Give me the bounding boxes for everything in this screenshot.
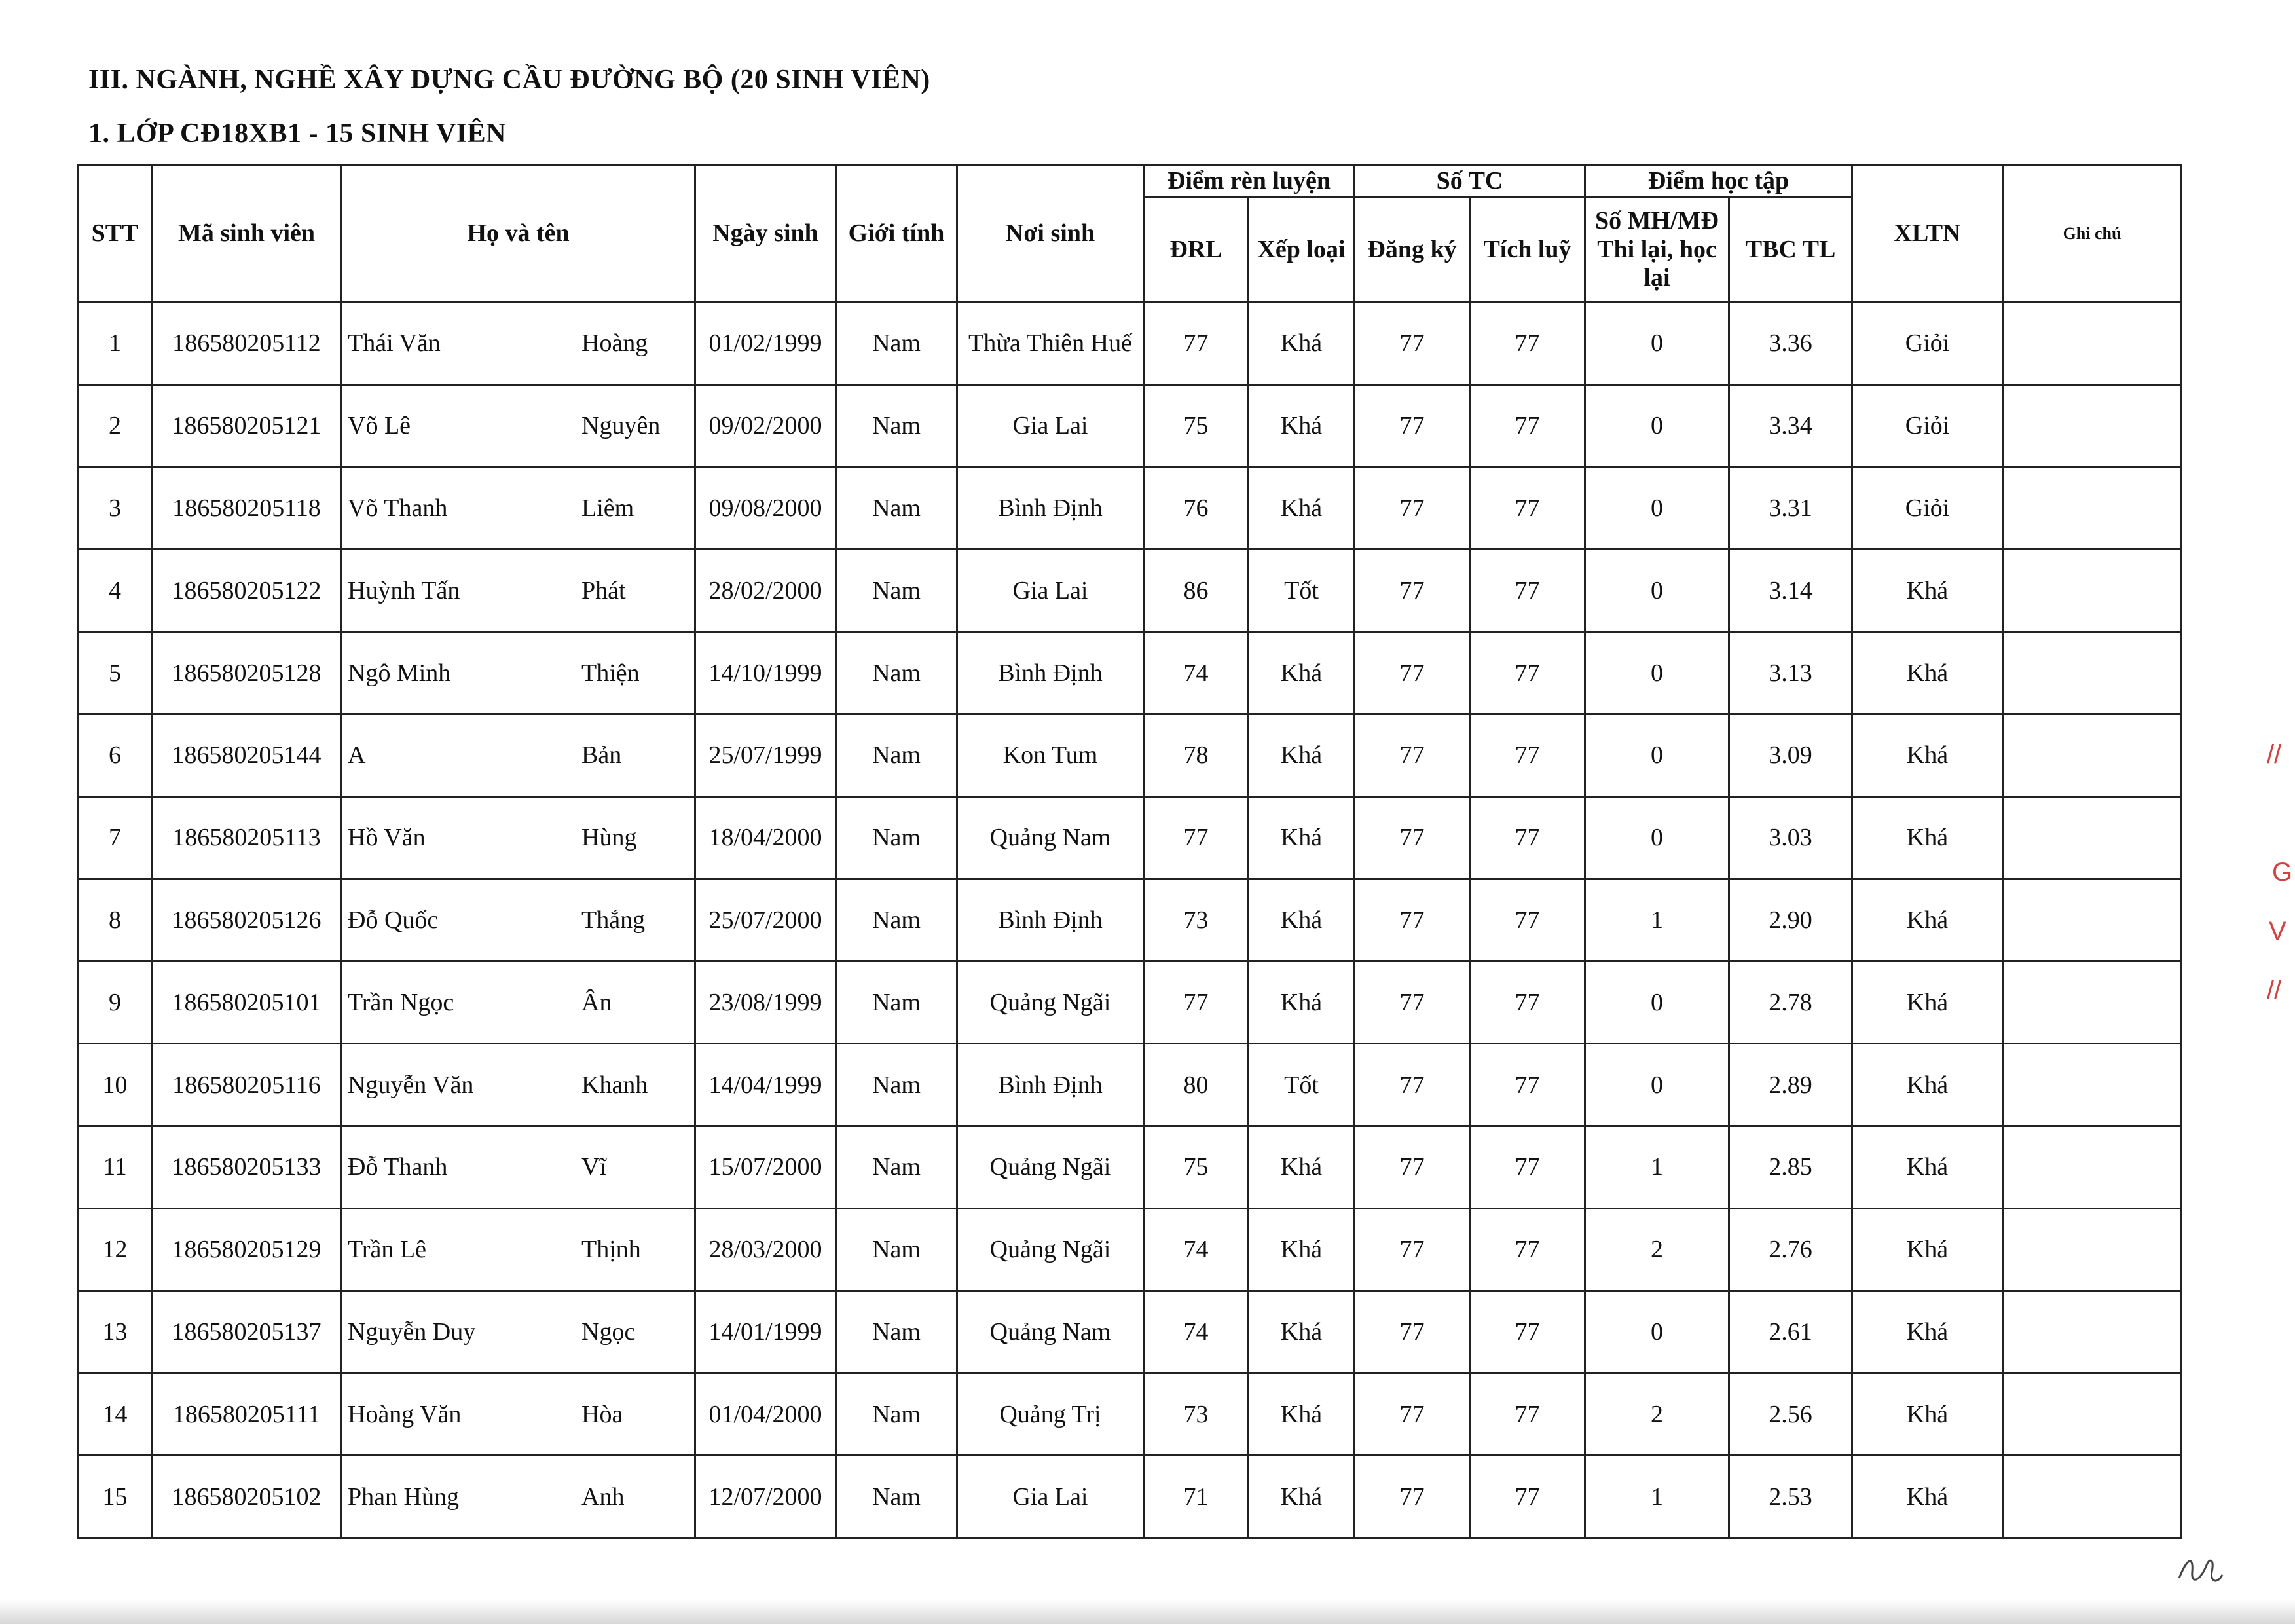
note-cell: [2003, 1044, 2182, 1126]
birthplace-cell: Thừa Thiên Huế: [957, 303, 1144, 385]
student-id-cell: 186580205101: [152, 961, 342, 1044]
gpa-cell: 3.13: [1729, 632, 1852, 714]
note-cell: [2003, 549, 2182, 632]
gender-cell: Nam: [836, 303, 957, 385]
gpa-cell: 3.14: [1729, 549, 1852, 632]
birthplace-cell: Gia Lai: [957, 384, 1144, 467]
conduct-rank-cell: Khá: [1249, 384, 1355, 467]
gpa-cell: 3.03: [1729, 796, 1852, 879]
header-conduct-group: Điểm rèn luyện: [1144, 165, 1355, 198]
grad-rank-cell: Khá: [1852, 1044, 2003, 1126]
stt-cell: 1: [79, 303, 152, 385]
drl-cell: 77: [1144, 961, 1249, 1044]
note-cell: [2003, 1373, 2182, 1456]
stt-cell: 9: [79, 961, 152, 1044]
header-credits-group: Số TC: [1355, 165, 1585, 198]
student-id-cell: 186580205113: [152, 796, 342, 879]
drl-cell: 78: [1144, 714, 1249, 796]
given-name-text: Hùng: [581, 824, 637, 852]
grad-rank-cell: Khá: [1852, 1291, 2003, 1373]
gpa-cell: 2.90: [1729, 879, 1852, 961]
student-results-table: [77, 164, 2182, 1539]
table-header: [79, 165, 2182, 303]
header-notes: Ghi chú: [2003, 165, 2182, 303]
registered-credits-cell: 77: [1355, 1373, 1470, 1456]
note-cell: [2003, 879, 2182, 961]
margin-stamp-fragment: //: [2267, 740, 2282, 769]
stt-cell: 3: [79, 467, 152, 549]
surname-text: Võ Lê: [348, 412, 411, 440]
surname-text: Võ Thanh: [348, 494, 448, 522]
surname-text: Đỗ Quốc: [348, 906, 439, 934]
gpa-cell: 2.53: [1729, 1456, 1852, 1538]
gender-cell: Nam: [836, 467, 957, 549]
table-row: [79, 1291, 2182, 1373]
birthplace-cell: Bình Định: [957, 467, 1144, 549]
drl-cell: 74: [1144, 1208, 1249, 1291]
registered-credits-cell: 77: [1355, 1208, 1470, 1291]
gender-cell: Nam: [836, 714, 957, 796]
accumulated-credits-cell: 77: [1470, 632, 1585, 714]
table-row: [79, 796, 2182, 879]
birthplace-cell: Quảng Ngãi: [957, 1126, 1144, 1208]
full-name-cell: [342, 796, 695, 879]
full-name-cell: [342, 549, 695, 632]
retake-count-cell: 1: [1585, 879, 1729, 961]
full-name-cell: [342, 1208, 695, 1291]
grad-rank-cell: Khá: [1852, 796, 2003, 879]
header-conduct-rank: Xếp loại: [1249, 198, 1355, 303]
birthplace-cell: Gia Lai: [957, 549, 1144, 632]
birthplace-cell: Quảng Ngãi: [957, 1208, 1144, 1291]
accumulated-credits-cell: 77: [1470, 384, 1585, 467]
full-name-cell: [342, 303, 695, 385]
gender-cell: Nam: [836, 1291, 957, 1373]
given-name-text: Ân: [581, 988, 612, 1016]
dob-cell: 28/02/2000: [695, 549, 836, 632]
retake-count-cell: 2: [1585, 1208, 1729, 1291]
grad-rank-cell: Khá: [1852, 549, 2003, 632]
surname-text: Trần Lê: [348, 1236, 426, 1264]
table-row: [79, 1373, 2182, 1456]
drl-cell: 86: [1144, 549, 1249, 632]
table-row: [79, 1456, 2182, 1538]
accumulated-credits-cell: 77: [1470, 1456, 1585, 1538]
registered-credits-cell: 77: [1355, 961, 1470, 1044]
birthplace-cell: Quảng Trị: [957, 1373, 1144, 1456]
birthplace-cell: Bình Định: [957, 632, 1144, 714]
note-cell: [2003, 467, 2182, 549]
drl-cell: 73: [1144, 1373, 1249, 1456]
gpa-cell: 2.76: [1729, 1208, 1852, 1291]
given-name-text: Thắng: [581, 906, 646, 934]
birthplace-cell: Quảng Ngãi: [957, 961, 1144, 1044]
surname-text: Đỗ Thanh: [348, 1153, 448, 1181]
header-retake: Số MH/MĐ Thi lại, học lại: [1585, 198, 1729, 303]
header-gender: Giới tính: [836, 165, 957, 303]
margin-stamp-fragment: V: [2269, 917, 2286, 946]
header-accumulated: Tích luỹ: [1470, 198, 1585, 303]
surname-text: Nguyễn Văn: [348, 1071, 474, 1099]
registered-credits-cell: 77: [1355, 1044, 1470, 1126]
given-name-text: Thịnh: [581, 1236, 641, 1264]
gender-cell: Nam: [836, 961, 957, 1044]
registered-credits-cell: 77: [1355, 303, 1470, 385]
full-name-cell: [342, 467, 695, 549]
surname-text: Huỳnh Tấn: [348, 576, 460, 604]
drl-cell: 76: [1144, 467, 1249, 549]
full-name-cell: [342, 879, 695, 961]
conduct-rank-cell: Khá: [1249, 303, 1355, 385]
gender-cell: Nam: [836, 632, 957, 714]
retake-count-cell: 0: [1585, 549, 1729, 632]
stt-cell: 10: [79, 1044, 152, 1126]
note-cell: [2003, 961, 2182, 1044]
note-cell: [2003, 303, 2182, 385]
registered-credits-cell: 77: [1355, 467, 1470, 549]
gender-cell: Nam: [836, 796, 957, 879]
surname-text: Ngô Minh: [348, 659, 451, 687]
table-row: [79, 632, 2182, 714]
dob-cell: 09/08/2000: [695, 467, 836, 549]
conduct-rank-cell: Tốt: [1249, 1044, 1355, 1126]
stt-cell: 4: [79, 549, 152, 632]
full-name-cell: [342, 632, 695, 714]
accumulated-credits-cell: 77: [1470, 1126, 1585, 1208]
given-name-text: Phát: [581, 576, 626, 604]
stt-cell: 5: [79, 632, 152, 714]
header-study-group: Điểm học tập: [1585, 165, 1852, 198]
full-name-cell: [342, 1044, 695, 1126]
header-grad-rank: XLTN: [1852, 165, 2003, 303]
header-drl: ĐRL: [1144, 198, 1249, 303]
accumulated-credits-cell: 77: [1470, 1373, 1585, 1456]
stt-cell: 8: [79, 879, 152, 961]
table-row: [79, 549, 2182, 632]
grad-rank-cell: Khá: [1852, 1373, 2003, 1456]
stt-cell: 12: [79, 1208, 152, 1291]
header-birthplace: Nơi sinh: [957, 165, 1144, 303]
retake-count-cell: 0: [1585, 714, 1729, 796]
given-name-text: Anh: [581, 1483, 625, 1511]
gpa-cell: 3.36: [1729, 303, 1852, 385]
student-id-cell: 186580205102: [152, 1456, 342, 1538]
accumulated-credits-cell: 77: [1470, 467, 1585, 549]
note-cell: [2003, 1126, 2182, 1208]
student-id-cell: 186580205126: [152, 879, 342, 961]
birthplace-cell: Bình Định: [957, 879, 1144, 961]
margin-stamp-fragment: G: [2272, 858, 2293, 887]
conduct-rank-cell: Khá: [1249, 1456, 1355, 1538]
full-name-cell: [342, 714, 695, 796]
note-cell: [2003, 714, 2182, 796]
conduct-rank-cell: Khá: [1249, 1126, 1355, 1208]
birthplace-cell: Quảng Nam: [957, 1291, 1144, 1373]
stt-cell: 7: [79, 796, 152, 879]
retake-count-cell: 0: [1585, 632, 1729, 714]
retake-count-cell: 0: [1585, 1044, 1729, 1126]
surname-text: Hồ Văn: [348, 824, 426, 852]
dob-cell: 18/04/2000: [695, 796, 836, 879]
retake-count-cell: 0: [1585, 303, 1729, 385]
conduct-rank-cell: Khá: [1249, 632, 1355, 714]
accumulated-credits-cell: 77: [1470, 1044, 1585, 1126]
note-cell: [2003, 1208, 2182, 1291]
registered-credits-cell: 77: [1355, 1126, 1470, 1208]
accumulated-credits-cell: 77: [1470, 961, 1585, 1044]
stt-cell: 2: [79, 384, 152, 467]
surname-text: Phan Hùng: [348, 1483, 459, 1511]
note-cell: [2003, 1456, 2182, 1538]
conduct-rank-cell: Khá: [1249, 961, 1355, 1044]
dob-cell: 12/07/2000: [695, 1456, 836, 1538]
table-row: [79, 384, 2182, 467]
surname-text: Nguyễn Duy: [348, 1318, 476, 1346]
grad-rank-cell: Giỏi: [1852, 467, 2003, 549]
note-cell: [2003, 384, 2182, 467]
dob-cell: 01/02/1999: [695, 303, 836, 385]
retake-count-cell: 0: [1585, 467, 1729, 549]
table-row: [79, 467, 2182, 549]
dob-cell: 14/10/1999: [695, 632, 836, 714]
stt-cell: 14: [79, 1373, 152, 1456]
dob-cell: 14/04/1999: [695, 1044, 836, 1126]
conduct-rank-cell: Khá: [1249, 714, 1355, 796]
retake-count-cell: 1: [1585, 1126, 1729, 1208]
conduct-rank-cell: Khá: [1249, 796, 1355, 879]
full-name-cell: [342, 1126, 695, 1208]
drl-cell: 71: [1144, 1456, 1249, 1538]
birthplace-cell: Gia Lai: [957, 1456, 1144, 1538]
header-gpa: TBC TL: [1729, 198, 1852, 303]
accumulated-credits-cell: 77: [1470, 714, 1585, 796]
dob-cell: 28/03/2000: [695, 1208, 836, 1291]
full-name-cell: [342, 1456, 695, 1538]
margin-stamp-fragment: //: [2267, 976, 2282, 1005]
gender-cell: Nam: [836, 1208, 957, 1291]
header-student-id: Mã sinh viên: [152, 165, 342, 303]
table-row: [79, 1044, 2182, 1126]
given-name-text: Thiện: [581, 659, 640, 687]
registered-credits-cell: 77: [1355, 1456, 1470, 1538]
grad-rank-cell: Giỏi: [1852, 384, 2003, 467]
scan-bottom-edge: [0, 1599, 2295, 1624]
surname-text: A: [348, 741, 366, 769]
gender-cell: Nam: [836, 1456, 957, 1538]
drl-cell: 77: [1144, 303, 1249, 385]
given-name-text: Nguyên: [581, 412, 661, 440]
student-id-cell: 186580205137: [152, 1291, 342, 1373]
accumulated-credits-cell: 77: [1470, 303, 1585, 385]
header-stt: STT: [79, 165, 152, 303]
registered-credits-cell: 77: [1355, 1291, 1470, 1373]
stt-cell: 11: [79, 1126, 152, 1208]
student-id-cell: 186580205129: [152, 1208, 342, 1291]
grad-rank-cell: Khá: [1852, 879, 2003, 961]
conduct-rank-cell: Khá: [1249, 1373, 1355, 1456]
grad-rank-cell: Khá: [1852, 632, 2003, 714]
grad-rank-cell: Khá: [1852, 1456, 2003, 1538]
birthplace-cell: Quảng Nam: [957, 796, 1144, 879]
dob-cell: 01/04/2000: [695, 1373, 836, 1456]
retake-count-cell: 0: [1585, 1291, 1729, 1373]
student-id-cell: 186580205144: [152, 714, 342, 796]
table-row: [79, 303, 2182, 385]
drl-cell: 80: [1144, 1044, 1249, 1126]
table-row: [79, 879, 2182, 961]
header-full-name: Họ và tên: [342, 165, 695, 303]
table-row: [79, 714, 2182, 796]
gpa-cell: 2.56: [1729, 1373, 1852, 1456]
gender-cell: Nam: [836, 384, 957, 467]
gpa-cell: 2.61: [1729, 1291, 1852, 1373]
given-name-text: Bản: [581, 741, 622, 769]
birthplace-cell: Kon Tum: [957, 714, 1144, 796]
gender-cell: Nam: [836, 1044, 957, 1126]
class-title: 1. LỚP CĐ18XB1 - 15 SINH VIÊN: [88, 119, 506, 149]
student-id-cell: 186580205118: [152, 467, 342, 549]
full-name-cell: [342, 961, 695, 1044]
registered-credits-cell: 77: [1355, 879, 1470, 961]
student-id-cell: 186580205121: [152, 384, 342, 467]
retake-count-cell: 0: [1585, 384, 1729, 467]
header-registered: Đăng ký: [1355, 198, 1470, 303]
drl-cell: 73: [1144, 879, 1249, 961]
gpa-cell: 3.31: [1729, 467, 1852, 549]
given-name-text: Ngọc: [581, 1318, 636, 1346]
full-name-cell: [342, 384, 695, 467]
student-id-cell: 186580205128: [152, 632, 342, 714]
conduct-rank-cell: Khá: [1249, 1208, 1355, 1291]
surname-text: Thái Văn: [348, 329, 441, 358]
registered-credits-cell: 77: [1355, 632, 1470, 714]
grad-rank-cell: Khá: [1852, 714, 2003, 796]
note-cell: [2003, 796, 2182, 879]
dob-cell: 23/08/1999: [695, 961, 836, 1044]
given-name-text: Vĩ: [581, 1153, 606, 1181]
registered-credits-cell: 77: [1355, 796, 1470, 879]
registered-credits-cell: 77: [1355, 384, 1470, 467]
given-name-text: Hòa: [581, 1400, 623, 1428]
gender-cell: Nam: [836, 1373, 957, 1456]
stt-cell: 6: [79, 714, 152, 796]
accumulated-credits-cell: 77: [1470, 549, 1585, 632]
drl-cell: 74: [1144, 632, 1249, 714]
student-id-cell: 186580205112: [152, 303, 342, 385]
conduct-rank-cell: Tốt: [1249, 549, 1355, 632]
table-row: [79, 1126, 2182, 1208]
retake-count-cell: 0: [1585, 796, 1729, 879]
dob-cell: 25/07/2000: [695, 879, 836, 961]
accumulated-credits-cell: 77: [1470, 796, 1585, 879]
drl-cell: 75: [1144, 384, 1249, 467]
accumulated-credits-cell: 77: [1470, 1291, 1585, 1373]
grad-rank-cell: Khá: [1852, 1208, 2003, 1291]
surname-text: Trần Ngọc: [348, 988, 454, 1016]
note-cell: [2003, 632, 2182, 714]
retake-count-cell: 1: [1585, 1456, 1729, 1538]
registered-credits-cell: 77: [1355, 549, 1470, 632]
grad-rank-cell: Khá: [1852, 1126, 2003, 1208]
student-id-cell: 186580205116: [152, 1044, 342, 1126]
surname-text: Hoàng Văn: [348, 1400, 462, 1428]
initials-signature: [2174, 1545, 2226, 1591]
section-title: III. NGÀNH, NGHỀ XÂY DỰNG CẦU ĐƯỜNG BỘ (20 SINH VIÊN): [88, 65, 930, 95]
table-body: [79, 303, 2182, 1538]
gpa-cell: 3.09: [1729, 714, 1852, 796]
stt-cell: 13: [79, 1291, 152, 1373]
registered-credits-cell: 77: [1355, 714, 1470, 796]
conduct-rank-cell: Khá: [1249, 879, 1355, 961]
given-name-text: Liêm: [581, 494, 634, 522]
birthplace-cell: Bình Định: [957, 1044, 1144, 1126]
full-name-cell: [342, 1291, 695, 1373]
table-row: [79, 1208, 2182, 1291]
gpa-cell: 2.85: [1729, 1126, 1852, 1208]
retake-count-cell: 2: [1585, 1373, 1729, 1456]
given-name-text: Khanh: [581, 1071, 648, 1099]
gpa-cell: 2.89: [1729, 1044, 1852, 1126]
grad-rank-cell: Khá: [1852, 961, 2003, 1044]
gender-cell: Nam: [836, 1126, 957, 1208]
dob-cell: 25/07/1999: [695, 714, 836, 796]
student-id-cell: 186580205133: [152, 1126, 342, 1208]
drl-cell: 75: [1144, 1126, 1249, 1208]
accumulated-credits-cell: 77: [1470, 879, 1585, 961]
full-name-cell: [342, 1373, 695, 1456]
conduct-rank-cell: Khá: [1249, 467, 1355, 549]
gender-cell: Nam: [836, 879, 957, 961]
given-name-text: Hoàng: [581, 329, 648, 358]
accumulated-credits-cell: 77: [1470, 1208, 1585, 1291]
gpa-cell: 2.78: [1729, 961, 1852, 1044]
stt-cell: 15: [79, 1456, 152, 1538]
drl-cell: 74: [1144, 1291, 1249, 1373]
note-cell: [2003, 1291, 2182, 1373]
dob-cell: 15/07/2000: [695, 1126, 836, 1208]
dob-cell: 09/02/2000: [695, 384, 836, 467]
drl-cell: 77: [1144, 796, 1249, 879]
dob-cell: 14/01/1999: [695, 1291, 836, 1373]
table-row: [79, 961, 2182, 1044]
gpa-cell: 3.34: [1729, 384, 1852, 467]
retake-count-cell: 0: [1585, 961, 1729, 1044]
student-id-cell: 186580205122: [152, 549, 342, 632]
gender-cell: Nam: [836, 549, 957, 632]
header-dob: Ngày sinh: [695, 165, 836, 303]
student-id-cell: 186580205111: [152, 1373, 342, 1456]
conduct-rank-cell: Khá: [1249, 1291, 1355, 1373]
grad-rank-cell: Giỏi: [1852, 303, 2003, 385]
